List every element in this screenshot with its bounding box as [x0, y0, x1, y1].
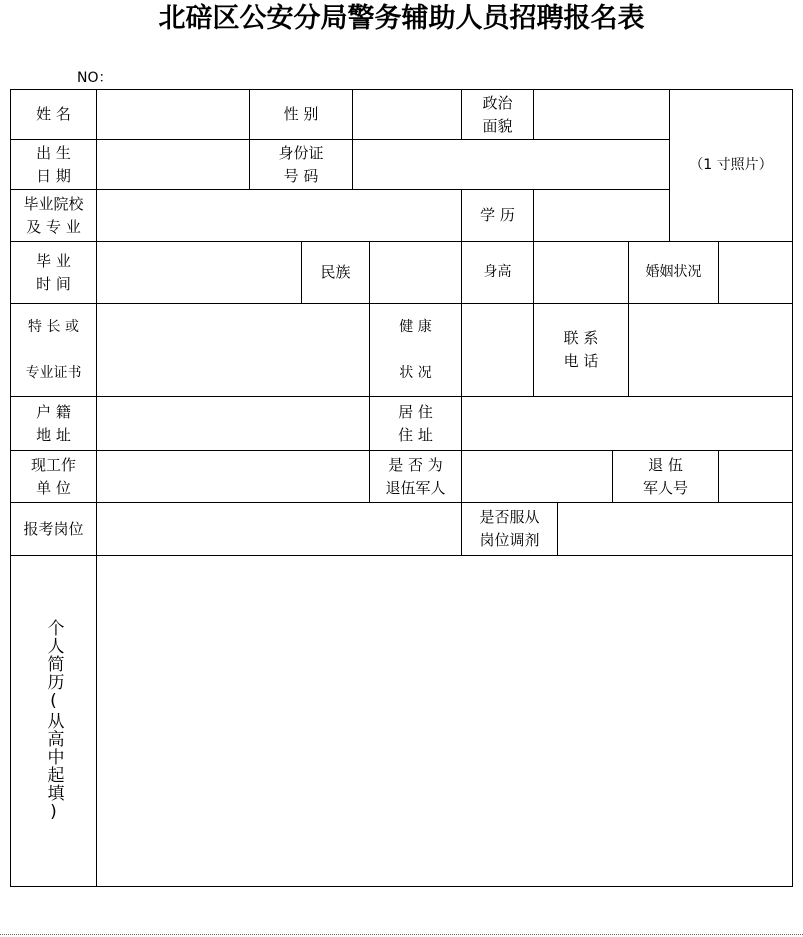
label-id-number: 身份证 号 码	[278, 143, 324, 185]
serial-number-label: NO：	[77, 70, 113, 86]
marital-status-field[interactable]	[719, 242, 792, 303]
label-obey-adjustment: 是否服从 岗位调剂	[479, 508, 540, 549]
label-veteran-number: 退 伍 军人号	[642, 455, 688, 497]
height-field[interactable]	[534, 242, 628, 303]
label-is-veteran: 是 否 为 退伍军人	[385, 455, 446, 497]
label-marital-status: 婚姻状况	[645, 264, 702, 280]
gender-field[interactable]	[353, 90, 461, 139]
label-height: 身高	[483, 264, 512, 280]
obey-adjustment-field[interactable]	[558, 503, 792, 555]
applied-position-field[interactable]	[97, 503, 461, 555]
label-phone: 联 系 电 话	[563, 329, 599, 370]
photo-placeholder[interactable]: （1 寸照片）	[689, 157, 773, 173]
label-applied-position: 报考岗位	[23, 519, 84, 538]
hukou-address-field[interactable]	[97, 397, 369, 450]
phone-field[interactable]	[629, 304, 792, 396]
label-name: 姓 名	[36, 105, 71, 123]
label-birth-date: 出 生 日 期	[36, 143, 71, 185]
health-field[interactable]	[462, 304, 533, 396]
residence-address-field[interactable]	[462, 397, 792, 450]
label-ethnicity: 民族	[320, 263, 351, 281]
specialty-field[interactable]	[97, 304, 369, 396]
political-status-field[interactable]	[534, 90, 669, 139]
id-number-field[interactable]	[353, 140, 669, 189]
label-specialty: 特 长 或 专业证书	[25, 318, 82, 381]
name-field[interactable]	[97, 90, 249, 139]
page-break-line	[0, 934, 803, 935]
grid-line	[10, 886, 793, 887]
grid-line	[792, 89, 793, 887]
resume-field[interactable]	[97, 556, 792, 886]
education-field[interactable]	[534, 190, 669, 241]
label-education: 学 历	[480, 206, 515, 224]
label-resume: 个人简历(从高中起填)	[43, 619, 64, 823]
label-gender: 性 别	[283, 105, 319, 123]
label-political-status: 政治 面貌	[482, 93, 513, 135]
label-graduation-time: 毕 业 时 间	[36, 251, 71, 293]
form-title: 北碚区公安分局警务辅助人员招聘报名表	[158, 3, 645, 34]
label-health: 健 康 状 况	[399, 318, 432, 381]
label-school-major: 毕业院校 及 专 业	[23, 194, 84, 236]
school-major-field[interactable]	[97, 190, 461, 241]
label-residence-address: 居 住 住 址	[398, 402, 433, 444]
is-veteran-field[interactable]	[462, 451, 612, 502]
graduation-time-field[interactable]	[97, 242, 301, 303]
ethnicity-field[interactable]	[370, 242, 461, 303]
veteran-number-field[interactable]	[719, 451, 792, 502]
label-hukou-address: 户 籍 地 址	[36, 402, 71, 444]
label-workplace: 现工作 单 位	[30, 455, 76, 497]
workplace-field[interactable]	[97, 451, 369, 502]
birth-date-field[interactable]	[97, 140, 249, 189]
